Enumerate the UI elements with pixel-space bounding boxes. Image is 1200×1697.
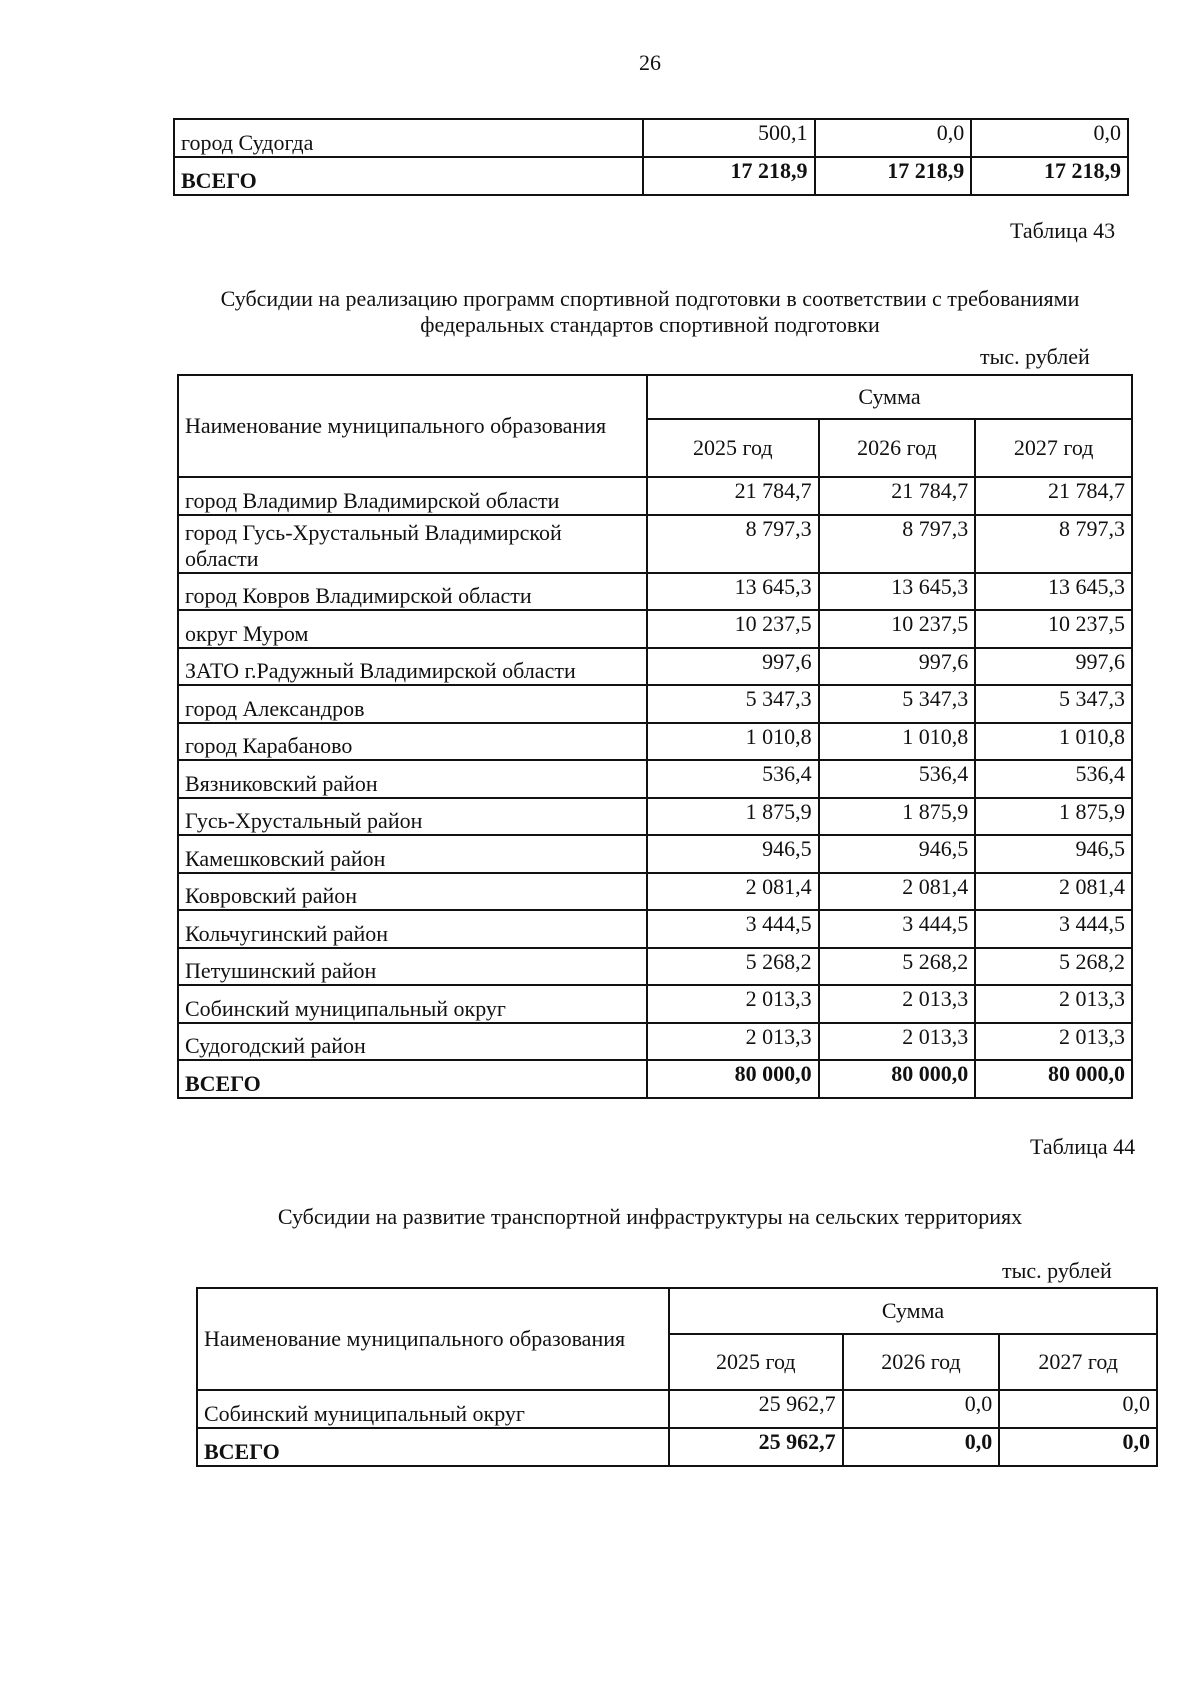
value-cell-2027: 3 444,5 bbox=[975, 910, 1132, 948]
value-cell-2027: 5 268,2 bbox=[975, 948, 1132, 986]
table43-units: тыс. рублей bbox=[980, 344, 1090, 369]
table-row bbox=[178, 648, 1132, 686]
table-row bbox=[178, 610, 1132, 648]
total-value-cell-2025: 80 000,0 bbox=[647, 1060, 819, 1098]
row-name-cell: ЗАТО г.Радужный Владимирской области bbox=[178, 648, 647, 686]
value-cell-2025: 5 268,2 bbox=[647, 948, 819, 986]
table-row bbox=[178, 685, 1132, 723]
total-label-cell: ВСЕГО bbox=[197, 1428, 669, 1466]
table-row bbox=[178, 948, 1132, 986]
table-row bbox=[178, 835, 1132, 873]
value-cell-2025: 1 875,9 bbox=[647, 798, 819, 836]
value-cell-2027: 1 010,8 bbox=[975, 723, 1132, 761]
table43-title bbox=[150, 286, 1150, 338]
table-row bbox=[178, 573, 1132, 611]
total-row bbox=[197, 1428, 1157, 1466]
table-row bbox=[178, 1023, 1132, 1061]
row-name-cell: город Карабаново bbox=[178, 723, 647, 761]
value-cell-2025: 997,6 bbox=[647, 648, 819, 686]
table44-head-name: Наименование муниципального образования bbox=[197, 1288, 669, 1390]
value-cell-2025: 1 010,8 bbox=[647, 723, 819, 761]
table43-title-line1: Субсидии на реализацию программ спортивной подготовки в соответствии с требованиями bbox=[220, 286, 1080, 311]
table43-caption: Таблица 43 bbox=[1010, 218, 1116, 243]
row-name-cell: Гусь-Хрустальный район bbox=[178, 798, 647, 836]
value-cell-2026: 946,5 bbox=[819, 835, 976, 873]
row-name-cell: Ковровский район bbox=[178, 873, 647, 911]
total-value-cell-2027: 80 000,0 bbox=[975, 1060, 1132, 1098]
table-top bbox=[173, 118, 1129, 196]
table-row bbox=[178, 985, 1132, 1023]
value-cell-2025: 10 237,5 bbox=[647, 610, 819, 648]
value-cell-2027: 2 013,3 bbox=[975, 985, 1132, 1023]
value-cell-2026: 8 797,3 bbox=[819, 515, 976, 573]
value-cell-2026: 2 081,4 bbox=[819, 873, 976, 911]
row-name-cell: город Ковров Владимирской области bbox=[178, 573, 647, 611]
table44-units: тыс. рублей bbox=[1002, 1258, 1112, 1283]
value-cell-2027: 8 797,3 bbox=[975, 515, 1132, 573]
value-cell-2025: 8 797,3 bbox=[647, 515, 819, 573]
value-cell-2026: 1 010,8 bbox=[819, 723, 976, 761]
value-cell-2026: 5 268,2 bbox=[819, 948, 976, 986]
table-row bbox=[197, 1390, 1157, 1428]
row-name-cell: Судогодский район bbox=[178, 1023, 647, 1061]
value-cell-2025: 13 645,3 bbox=[647, 573, 819, 611]
value-cell-2025: 500,1 bbox=[643, 119, 815, 157]
table43-head-sum: Сумма bbox=[647, 375, 1132, 419]
total-label-cell: ВСЕГО bbox=[178, 1060, 647, 1098]
value-cell-2026: 536,4 bbox=[819, 760, 976, 798]
row-name-cell: Собинский муниципальный округ bbox=[178, 985, 647, 1023]
row-name-cell: Собинский муниципальный округ bbox=[197, 1390, 669, 1428]
table-row bbox=[178, 723, 1132, 761]
value-cell-2026: 2 013,3 bbox=[819, 985, 976, 1023]
value-cell-2025: 21 784,7 bbox=[647, 477, 819, 515]
total-value-cell-2027: 17 218,9 bbox=[971, 157, 1128, 195]
row-name-cell: Петушинский район bbox=[178, 948, 647, 986]
table44-head-year-2025: 2025 год bbox=[669, 1334, 843, 1390]
table-row bbox=[178, 477, 1132, 515]
row-name-cell: город Александров bbox=[178, 685, 647, 723]
value-cell-2025: 946,5 bbox=[647, 835, 819, 873]
table43-head-year-2027: 2027 год bbox=[975, 419, 1132, 477]
table43-title-line2: федеральных стандартов спортивной подготовки bbox=[420, 312, 880, 337]
value-cell-2027: 1 875,9 bbox=[975, 798, 1132, 836]
total-value-cell-2025: 17 218,9 bbox=[643, 157, 815, 195]
value-cell-2025: 25 962,7 bbox=[669, 1390, 843, 1428]
total-value-cell-2026: 80 000,0 bbox=[819, 1060, 976, 1098]
total-row bbox=[174, 157, 1128, 195]
value-cell-2025: 2 081,4 bbox=[647, 873, 819, 911]
value-cell-2025: 536,4 bbox=[647, 760, 819, 798]
value-cell-2026: 3 444,5 bbox=[819, 910, 976, 948]
row-name-cell: Камешковский район bbox=[178, 835, 647, 873]
value-cell-2026: 0,0 bbox=[843, 1390, 1000, 1428]
table43-head-year-2025: 2025 год bbox=[647, 419, 819, 477]
page-number: 26 bbox=[639, 50, 661, 75]
value-cell-2027: 997,6 bbox=[975, 648, 1132, 686]
total-value-cell-2026: 0,0 bbox=[843, 1428, 1000, 1466]
table43-head-name: Наименование муниципального образования bbox=[178, 375, 647, 477]
value-cell-2026: 10 237,5 bbox=[819, 610, 976, 648]
value-cell-2027: 21 784,7 bbox=[975, 477, 1132, 515]
table43-head-year-2026: 2026 год bbox=[819, 419, 976, 477]
table44-title: Субсидии на развитие транспортной инфраструктуры на сельских территориях bbox=[277, 1204, 1023, 1229]
value-cell-2026: 13 645,3 bbox=[819, 573, 976, 611]
value-cell-2027: 946,5 bbox=[975, 835, 1132, 873]
total-value-cell-2026: 17 218,9 bbox=[815, 157, 972, 195]
row-name-cell: Кольчугинский район bbox=[178, 910, 647, 948]
value-cell-2026: 1 875,9 bbox=[819, 798, 976, 836]
value-cell-2026: 997,6 bbox=[819, 648, 976, 686]
table44-head-year-2026: 2026 год bbox=[843, 1334, 1000, 1390]
value-cell-2026: 2 013,3 bbox=[819, 1023, 976, 1061]
table-row bbox=[178, 760, 1132, 798]
table44-head-year-2027: 2027 год bbox=[999, 1334, 1157, 1390]
row-name-cell: город Гусь-Хрустальный Владимирской области bbox=[178, 515, 647, 573]
table44-head-sum: Сумма bbox=[669, 1288, 1157, 1334]
value-cell-2026: 5 347,3 bbox=[819, 685, 976, 723]
row-name-cell: город Владимир Владимирской области bbox=[178, 477, 647, 515]
total-value-cell-2025: 25 962,7 bbox=[669, 1428, 843, 1466]
value-cell-2027: 0,0 bbox=[971, 119, 1128, 157]
table-row bbox=[178, 798, 1132, 836]
value-cell-2027: 2 081,4 bbox=[975, 873, 1132, 911]
table-43 bbox=[177, 374, 1133, 1099]
table-row bbox=[178, 515, 1132, 573]
value-cell-2026: 21 784,7 bbox=[819, 477, 976, 515]
value-cell-2027: 13 645,3 bbox=[975, 573, 1132, 611]
table-44 bbox=[196, 1287, 1158, 1467]
value-cell-2025: 3 444,5 bbox=[647, 910, 819, 948]
value-cell-2025: 2 013,3 bbox=[647, 985, 819, 1023]
value-cell-2027: 5 347,3 bbox=[975, 685, 1132, 723]
value-cell-2025: 2 013,3 bbox=[647, 1023, 819, 1061]
table-row bbox=[178, 910, 1132, 948]
table44-caption: Таблица 44 bbox=[1030, 1134, 1136, 1159]
row-name-cell: город Судогда bbox=[174, 119, 643, 157]
value-cell-2027: 2 013,3 bbox=[975, 1023, 1132, 1061]
value-cell-2025: 5 347,3 bbox=[647, 685, 819, 723]
row-name-cell: округ Муром bbox=[178, 610, 647, 648]
total-row bbox=[178, 1060, 1132, 1098]
total-label-cell: ВСЕГО bbox=[174, 157, 643, 195]
table-row bbox=[178, 873, 1132, 911]
value-cell-2027: 0,0 bbox=[999, 1390, 1157, 1428]
value-cell-2026: 0,0 bbox=[815, 119, 972, 157]
value-cell-2027: 536,4 bbox=[975, 760, 1132, 798]
value-cell-2027: 10 237,5 bbox=[975, 610, 1132, 648]
row-name-cell: Вязниковский район bbox=[178, 760, 647, 798]
total-value-cell-2027: 0,0 bbox=[999, 1428, 1157, 1466]
table-row bbox=[174, 119, 1128, 157]
